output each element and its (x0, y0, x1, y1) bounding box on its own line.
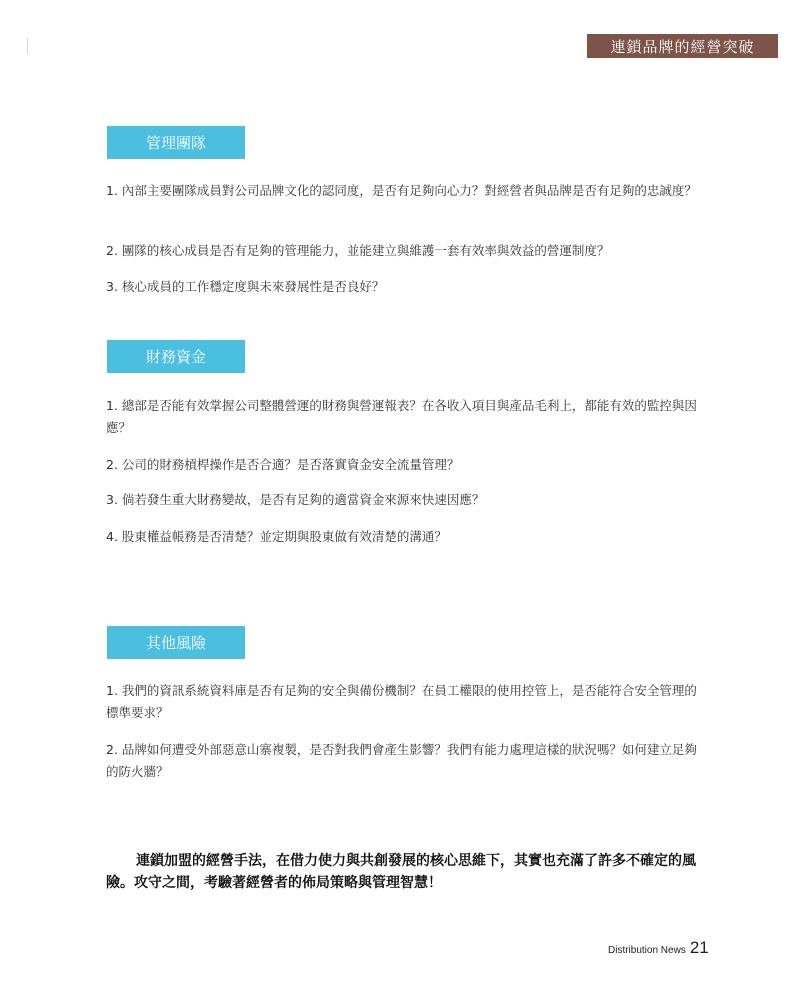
management-item-2: 2. 團隊的核心成員是否有足夠的管理能力，並能建立與維護一套有效率與效益的營運制度？ (106, 243, 610, 258)
finance-item-4: 4. 股東權益帳務是否清楚？並定期與股東做有效清楚的溝通？ (106, 529, 447, 544)
section-heading-finance: 財務資金 (107, 340, 245, 373)
management-item-1: 1. 內部主要團隊成員對公司品牌文化的認同度，是否有足夠向心力？對經營者與品牌是否有足夠的忠誠度？ (106, 183, 697, 198)
chapter-title-tag: 連鎖品牌的經營突破 (587, 34, 778, 58)
page-number: 21 (689, 938, 709, 957)
finance-item-3: 3. 倘若發生重大財務變故，是否有足夠的適當資金來源來快速因應？ (106, 492, 485, 507)
section-heading-other-risks: 其他風險 (107, 626, 245, 659)
management-item-3: 3. 核心成員的工作穩定度與未來發展性是否良好？ (106, 279, 385, 294)
conclusion-paragraph: 連鎖加盟的經營手法，在借力使力與共創發展的核心思維下，其實也充滿了許多不確定的風險。攻守之間，考驗著經營者的佈局策略與管理智慧！ (106, 853, 696, 891)
finance-item-1: 1. 總部是否能有效掌握公司整體營運的財務與營運報表？在各收入項目與產品毛利上，都能有效的監控與因應？ (106, 398, 697, 435)
publication-name: Distribution News (608, 945, 686, 956)
risk-item-1: 1. 我們的資訊系統資料庫是否有足夠的安全與備份機制？在員工權限的使用控管上，是否能符合安全管理的標準要求？ (106, 683, 697, 720)
page-edge-mark (27, 38, 28, 54)
section-heading-management: 管理團隊 (107, 126, 245, 159)
page-footer (608, 938, 709, 958)
risk-item-2: 2. 品牌如何遭受外部惡意山寨複製，是否對我們會產生影響？我們有能力處理這樣的狀況嗎？如何建立足夠的防火牆？ (106, 742, 697, 779)
finance-item-2: 2. 公司的財務槓桿操作是否合適？是否落實資金安全流量管理？ (106, 457, 460, 472)
